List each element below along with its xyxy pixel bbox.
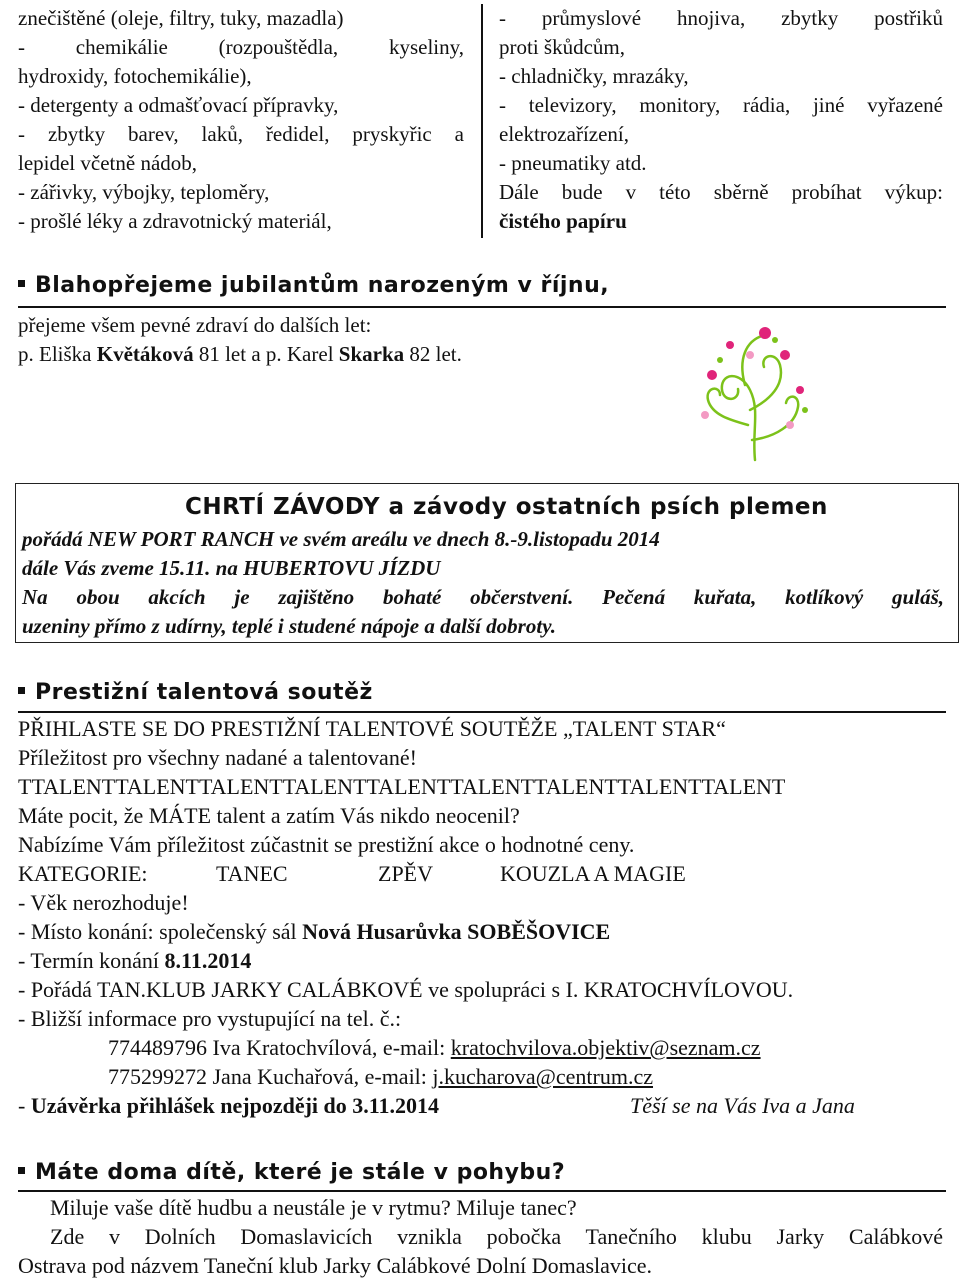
waste-right-line: - chladničky, mrazáky, <box>499 64 689 88</box>
kids-heading-text: Máte doma dítě, které je stále v pohybu? <box>35 1160 566 1185</box>
waste-left-line: - zbytky barev, laků, ředidel, pryskyřic a <box>18 122 464 146</box>
waste-left-line: - detergenty a odmašťovací přípravky, <box>18 93 339 117</box>
talent-deadline <box>18 1091 948 1120</box>
jubilee-age-2: 82 let. <box>404 342 462 366</box>
jubilee-text <box>18 311 462 369</box>
waste-left-line: - prošlé léky a zdravotnický materiál, <box>18 209 332 233</box>
race-text <box>22 525 944 641</box>
waste-list-left <box>18 4 464 236</box>
email-link-2[interactable]: j.kucharova@centrum.cz <box>432 1064 654 1089</box>
talent-line: PŘIHLASTE SE DO PRESTIŽNÍ TALENTOVÉ SOUTĚŽE „TALENT STAR“ <box>18 716 726 741</box>
deadline-text: Uzávěrka přihlášek nejpozději do 3.11.2014 <box>30 1093 440 1118</box>
talent-line: - Pořádá TAN.KLUB JARKY CALÁBKOVÉ ve spolupráci s I. KRATOCHVÍLOVOU. <box>18 977 794 1002</box>
talent-line: - Věk nerozhoduje! <box>18 890 189 915</box>
flower-decoration <box>690 315 820 465</box>
waste-list-right <box>499 4 943 236</box>
jubilee-rule <box>18 306 946 308</box>
column-divider <box>481 4 483 238</box>
contact-1-text: 774489796 Iva Kratochvílová, e-mail: <box>108 1035 451 1060</box>
waste-left-line: lepidel včetně nádob, <box>18 151 198 175</box>
race-line: dále Vás zveme 15.11. na HUBERTOVU JÍZDU <box>22 556 441 580</box>
waste-right-line: Dále bude v této sběrně probíhat výkup: <box>499 180 943 204</box>
talent-line: Příležitost pro všechny nadané a talentované! <box>18 745 417 770</box>
talent-categories <box>18 859 948 888</box>
category-magic: KOUZLA A MAGIE <box>500 861 686 886</box>
categories-label: KATEGORIE: <box>18 861 148 886</box>
kids-heading <box>18 1160 565 1185</box>
talent-text <box>18 714 948 1120</box>
waste-right-line: proti škůdcům, <box>499 35 625 59</box>
contact-2 <box>18 1062 948 1091</box>
waste-right-line: elektrozařízení, <box>499 122 629 146</box>
kids-rule <box>18 1190 946 1192</box>
contact-1 <box>18 1033 948 1062</box>
race-line: uzeniny přímo z udírny, teplé i studené nápoje a další dobroty. <box>22 614 556 638</box>
waste-left-line: znečištěné (oleje, filtry, tuky, mazadla) <box>18 6 344 30</box>
email-link-1[interactable]: kratochvilova.objektiv@seznam.cz <box>450 1035 761 1060</box>
bullet-icon <box>18 687 25 694</box>
talent-line: Máte pocit, že MÁTE talent a zatím Vás nikdo neocenil? <box>18 803 520 828</box>
talent-line: - Bližší informace pro vystupující na tel. č.: <box>18 1006 402 1031</box>
category-singing: ZPĚV <box>378 861 433 886</box>
jubilee-heading-text: Blahopřejeme jubilantům narozeným v říjnu, <box>35 273 610 298</box>
kids-line: Ostrava pod názvem Taneční klub Jarky Calábkové Dolní Domaslavice. <box>18 1253 653 1278</box>
talent-rule <box>18 711 946 713</box>
waste-right-bold: čistého papíru <box>499 209 627 233</box>
talent-line: TTALENTTALENTTALENTTALENTTALENTTALENTTALENTTALENTTALENT <box>18 774 786 799</box>
talent-venue <box>18 917 948 946</box>
race-line: Na obou akcích je zajištěno bohaté občerstvení. Pečená kuřata, kotlíkový guláš, <box>22 585 944 609</box>
jubilant-name-1: Květáková <box>96 342 194 366</box>
waste-left-line: - chemikálie (rozpouštědla, kyseliny, <box>18 35 464 59</box>
waste-right-line: - televizory, monitory, rádia, jiné vyřazené <box>499 93 943 117</box>
jubilant-name-2: Skarka <box>338 342 405 366</box>
venue-name: Nová Husarůvka SOBĚŠOVICE <box>302 919 611 944</box>
race-line: pořádá NEW PORT RANCH ve svém areálu ve dnech 8.-9.listopadu 2014 <box>22 527 660 551</box>
jubilee-prefix: p. Eliška <box>18 342 97 366</box>
talent-line: Nabízíme Vám příležitost zúčastnit se prestižní akce o hodnotné ceny. <box>18 832 635 857</box>
waste-left-line: - zářivky, výbojky, teploměry, <box>18 180 270 204</box>
kids-line: Miluje vaše dítě hudbu a neustále je v rytmu? Miluje tanec? <box>50 1195 577 1220</box>
deadline-dash: - <box>18 1093 31 1118</box>
waste-right-line: - pneumatiky atd. <box>499 151 647 175</box>
bullet-icon <box>18 280 25 287</box>
venue-label: - Místo konání: společenský sál <box>18 919 303 944</box>
date-value: 8.11.2014 <box>164 948 252 973</box>
jubilee-line2 <box>18 340 462 369</box>
jubilee-age-1: 81 let a p. Karel <box>193 342 339 366</box>
talent-heading <box>18 680 373 705</box>
contact-2-text: 775299272 Jana Kuchařová, e-mail: <box>108 1064 433 1089</box>
race-title: CHRTÍ ZÁVODY a závody ostatních psích plemen <box>185 494 828 520</box>
category-dance: TANEC <box>216 861 288 886</box>
waste-right-line: - průmyslové hnojiva, zbytky postřiků <box>499 6 943 30</box>
talent-date <box>18 946 948 975</box>
kids-text <box>18 1193 943 1280</box>
jubilee-heading <box>18 273 609 298</box>
talent-heading-text: Prestižní talentová soutěž <box>35 680 373 705</box>
waste-left-line: hydroxidy, fotochemikálie), <box>18 64 252 88</box>
jubilee-line1: přejeme všem pevné zdraví do dalších let: <box>18 313 372 337</box>
bullet-icon <box>18 1167 25 1174</box>
date-label: - Termín konání <box>18 948 165 973</box>
signature-text: Těší se na Vás Iva a Jana <box>630 1093 855 1118</box>
kids-line: Zde v Dolních Domaslavicích vznikla pobočka Tanečního klubu Jarky Calábkové <box>50 1224 943 1249</box>
